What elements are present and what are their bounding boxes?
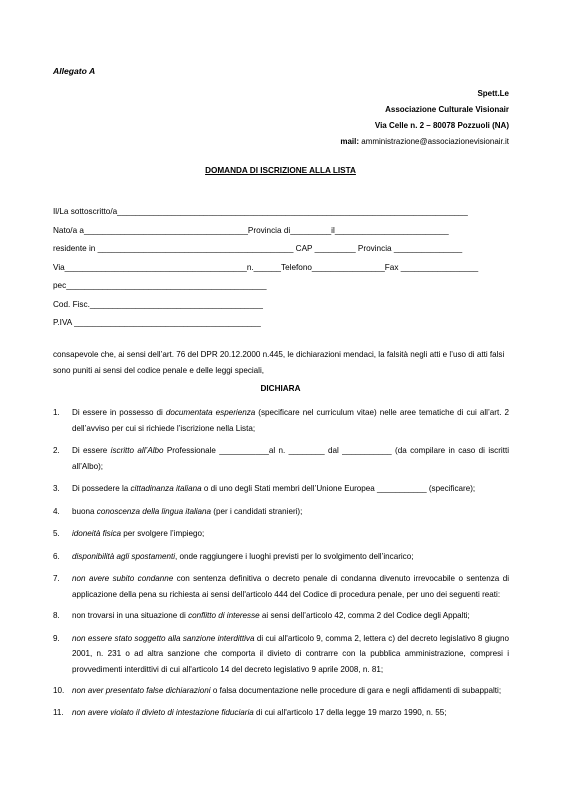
item-text-run: non trovarsi in una situazione di: [72, 611, 189, 620]
recipient-block: [340, 86, 509, 150]
declaration-item: [53, 683, 509, 699]
declaration-item: [53, 526, 509, 542]
item-text: [72, 549, 509, 565]
form-line-tax-code: Cod. Fisc.______________________________________: [53, 299, 263, 309]
form-line-pec: pec____________________________________________: [53, 281, 267, 290]
item-emphasis: documentata esperienza: [165, 408, 256, 417]
form-line-vat: P.IVA _________________________________________: [53, 318, 261, 327]
item-text-run: di cui all'articolo 9, comma 2, lettera c) del decreto legislativo 8 giugno 2001, n. 231 o ad altra sanzione che comporta il divieto di contrarre con la pubblica amministrazione, compresi i provvedimenti interdittivi di cui all'articolo 14 del decreto legislativo 9 aprile 2008, n. 81;: [72, 633, 509, 674]
item-text: [72, 481, 509, 497]
item-number: 6.: [53, 551, 60, 561]
form-line-address: Via________________________________________n.______Telefono________________Fax _________________: [53, 262, 479, 272]
item-emphasis: conoscenza della lingua italiana: [96, 506, 212, 516]
mail-address: amministrazione@associazionevisionair.it: [361, 137, 509, 146]
item-emphasis: disponibilità agli spostamenti: [72, 551, 176, 561]
declaration-item: [53, 608, 509, 624]
declaration-heading: DICHIARA: [260, 384, 301, 393]
item-emphasis: non avere subito condanne: [72, 574, 174, 583]
item-emphasis: idoneità fisica: [72, 529, 122, 538]
declaration-item: [53, 443, 509, 474]
item-number: 3.: [53, 484, 60, 493]
item-emphasis: iscritto all’Albo: [110, 446, 164, 455]
declaration-item: [53, 549, 509, 565]
item-number: 2.: [53, 446, 60, 455]
item-text: [72, 526, 509, 542]
declaration-list: [53, 405, 509, 720]
item-text-run: Di essere: [72, 446, 111, 455]
item-number: 5.: [53, 529, 60, 538]
document-title: DOMANDA DI ISCRIZIONE ALLA LISTA: [205, 166, 356, 175]
item-text: [72, 608, 509, 624]
recipient-address: Via Celle n. 2 – 80078 Pozzuoli (NA): [374, 121, 509, 130]
declaration-item: [53, 481, 509, 497]
item-emphasis: non aver presentato false dichiarazioni: [72, 686, 211, 695]
form-line-birth: Nato/a a____________________________________Provincia di_________il_________________________: [53, 225, 449, 235]
form-line-name: Il/La sottoscritto/a_____________________________________________________________________________: [53, 207, 468, 216]
annex-label: Allegato A: [53, 66, 96, 76]
applicant-form: [53, 203, 509, 333]
item-text: [72, 631, 509, 678]
item-text-run: (per i candidati stranieri);: [211, 506, 303, 516]
mail-label: mail:: [340, 137, 360, 146]
item-number: 7.: [53, 574, 60, 583]
item-number: 11.: [53, 707, 64, 717]
item-emphasis: conflitto di interesse: [188, 611, 260, 620]
declaration-item: [53, 405, 509, 436]
item-text-run: di cui all'articolo 17 della legge 19 marzo 1990, n. 55;: [253, 707, 447, 717]
item-text: [72, 405, 509, 436]
item-number: 8.: [53, 611, 60, 620]
recipient-salutation: Spett.Le: [477, 89, 509, 98]
declaration-item: [53, 504, 509, 520]
item-text-run: Di possedere la: [72, 484, 131, 493]
item-text-run: per svolgere l’impiego;: [121, 529, 205, 538]
item-text-run: , onde raggiungere i luoghi previsti per lo svolgimento dell’incarico;: [175, 551, 414, 561]
item-text-run: ai sensi dell’articolo 42, comma 2 del Codice degli Appalti;: [259, 611, 470, 620]
item-text-run: con sentenza definitiva o decreto penale di condanna divenuto irrevocabile o sentenza di applicazione della pena su richiesta ai sensi dell'articolo 444 del Codice di procedura penale, per uno dei seguenti reati:: [72, 574, 510, 599]
item-text-run: (specificare nel curriculum vitae) nelle aree tematiche di cui all’art. 2 dell’avviso per cui si richiede l’iscrizione nella Lista;: [72, 408, 509, 433]
item-text: [72, 705, 509, 721]
item-text-run: Di essere in possesso di: [72, 408, 166, 417]
form-line-residence: residente in ___________________________________________ CAP _________ Provincia _______________: [53, 244, 463, 253]
item-emphasis: non essere stato soggetto alla sanzione interdittiva: [72, 633, 255, 643]
item-text: [72, 443, 509, 474]
declaration-item: [53, 705, 509, 721]
item-text-run: buona: [72, 506, 97, 516]
item-number: 9.: [53, 633, 60, 643]
declaration-item: [53, 571, 509, 602]
intro-paragraph: consapevole che, ai sensi dell’art. 76 del DPR 20.12.2000 n.445, le dichiarazioni mendaci, la falsità negli atti e l’uso di atti falsi sono puniti ai sensi del codice penale e delle leggi speciali,: [53, 350, 505, 375]
item-number: 1.: [53, 408, 60, 417]
item-text-run: o di uno degli Stati membri dell’Unione Europea ___________ (specificare);: [201, 484, 476, 493]
item-emphasis: cittadinanza italiana: [130, 484, 202, 493]
declaration-item: [53, 631, 509, 678]
item-number: 10.: [53, 686, 65, 695]
item-text: [72, 571, 509, 602]
recipient-name: Associazione Culturale Visionair: [385, 105, 509, 114]
item-text-run: o falsa documentazione nelle procedure di gara e negli affidamenti di subappalti;: [210, 686, 502, 695]
item-text: [72, 504, 509, 520]
item-emphasis: non avere violato il divieto di intestazione fiduciaria: [72, 707, 254, 717]
recipient-mail-line: [340, 134, 509, 150]
item-text: [72, 683, 509, 699]
item-number: 4.: [53, 506, 60, 516]
item-text-run: Professionale ___________al n. ________ dal ___________ (da compilare in caso di iscritti all’Albo);: [72, 446, 510, 471]
